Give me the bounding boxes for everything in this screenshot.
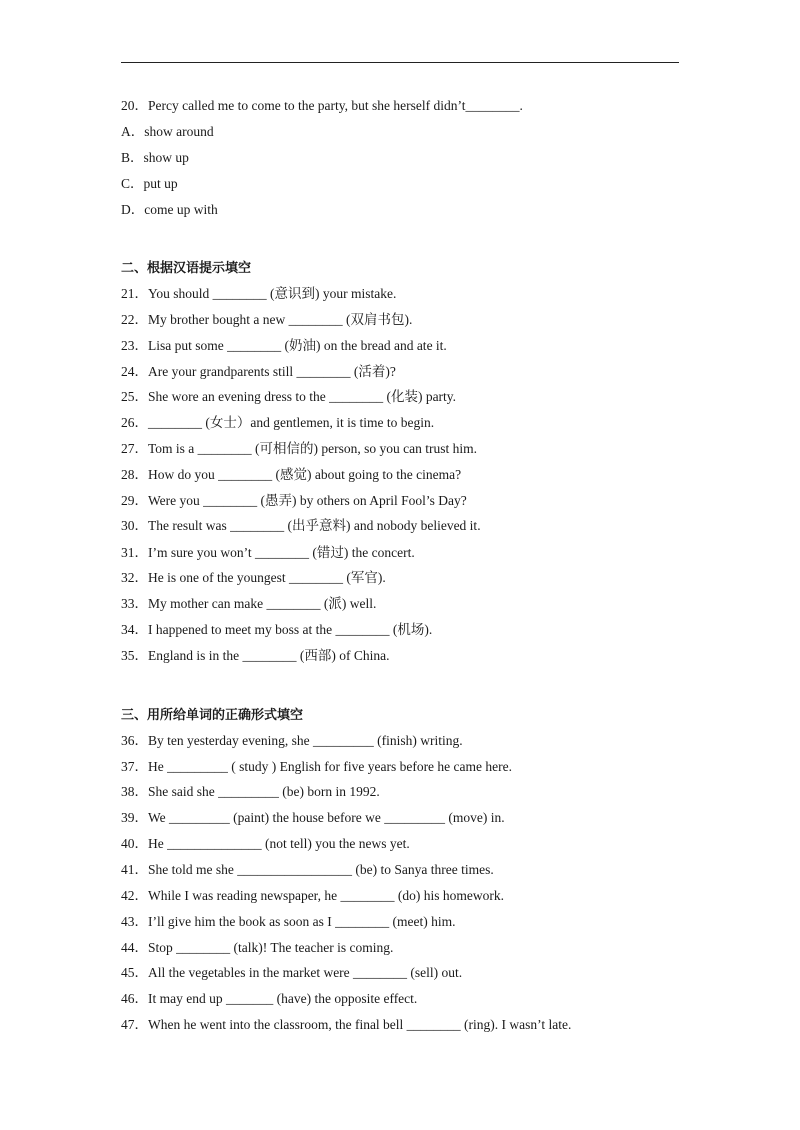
question-42: 42．While I was reading newspaper, he ________ (do) his homework. — [121, 888, 504, 903]
question-38: 38．She said she _________ (be) born in 1992. — [121, 784, 380, 799]
question-31: 31．I’m sure you won’t ________ (错过) the concert. — [121, 545, 415, 560]
question-30: 30．The result was ________ (出乎意料) and nobody believed it. — [121, 518, 481, 533]
question-27: 27．Tom is a ________ (可相信的) person, so you can trust him. — [121, 441, 478, 456]
question-39: 39．We _________ (paint) the house before we _________ (move) in. — [121, 810, 505, 825]
question-36: 36．By ten yesterday evening, she _________ (finish) writing. — [121, 733, 463, 748]
question-20-stem: 20．Percy called me to come to the party, but she herself didn’t________. — [121, 98, 523, 113]
option-a: A．show around — [121, 124, 214, 139]
question-25: 25．She wore an evening dress to the ________ (化装) party. — [121, 389, 457, 404]
header-rule — [121, 62, 679, 63]
question-35: 35．England is in the ________ (西部) of China. — [121, 648, 390, 663]
section-3-heading: 三、用所给单词的正确形式填空 — [121, 708, 304, 723]
question-29: 29．Were you ________ (愚弄) by others on April Fool’s Day? — [121, 493, 467, 508]
question-34: 34．I happened to meet my boss at the ________ (机场). — [121, 622, 433, 637]
question-24: 24．Are your grandparents still ________ (活着)? — [121, 364, 396, 379]
question-26: 26．________ (女士）and gentlemen, it is time to begin. — [121, 415, 435, 430]
question-44: 44．Stop ________ (talk)! The teacher is coming. — [121, 940, 394, 955]
question-37: 37．He _________ ( study ) English for five years before he came here. — [121, 759, 512, 774]
question-23: 23．Lisa put some ________ (奶油) on the bread and ate it. — [121, 338, 447, 353]
question-21: 21．You should ________ (意识到) your mistake. — [121, 286, 397, 301]
question-40: 40．He ______________ (not tell) you the news yet. — [121, 836, 410, 851]
question-47: 47．When he went into the classroom, the final bell ________ (ring). I wasn’t late. — [121, 1017, 572, 1032]
question-32: 32．He is one of the youngest ________ (军官). — [121, 570, 386, 585]
question-46: 46．It may end up _______ (have) the opposite effect. — [121, 991, 418, 1006]
question-33: 33．My mother can make ________ (派) well. — [121, 596, 377, 611]
question-41: 41．She told me she _________________ (be) to Sanya three times. — [121, 862, 494, 877]
question-28: 28．How do you ________ (感觉) about going to the cinema? — [121, 467, 462, 482]
option-c: C．put up — [121, 176, 178, 191]
question-22: 22．My brother bought a new ________ (双肩书包). — [121, 312, 413, 327]
option-b: B．show up — [121, 150, 189, 165]
question-45: 45．All the vegetables in the market were ________ (sell) out. — [121, 965, 463, 980]
section-2-heading: 二、根据汉语提示填空 — [121, 261, 252, 276]
option-d: D．come up with — [121, 202, 218, 217]
question-43: 43．I’ll give him the book as soon as I ________ (meet) him. — [121, 914, 456, 929]
